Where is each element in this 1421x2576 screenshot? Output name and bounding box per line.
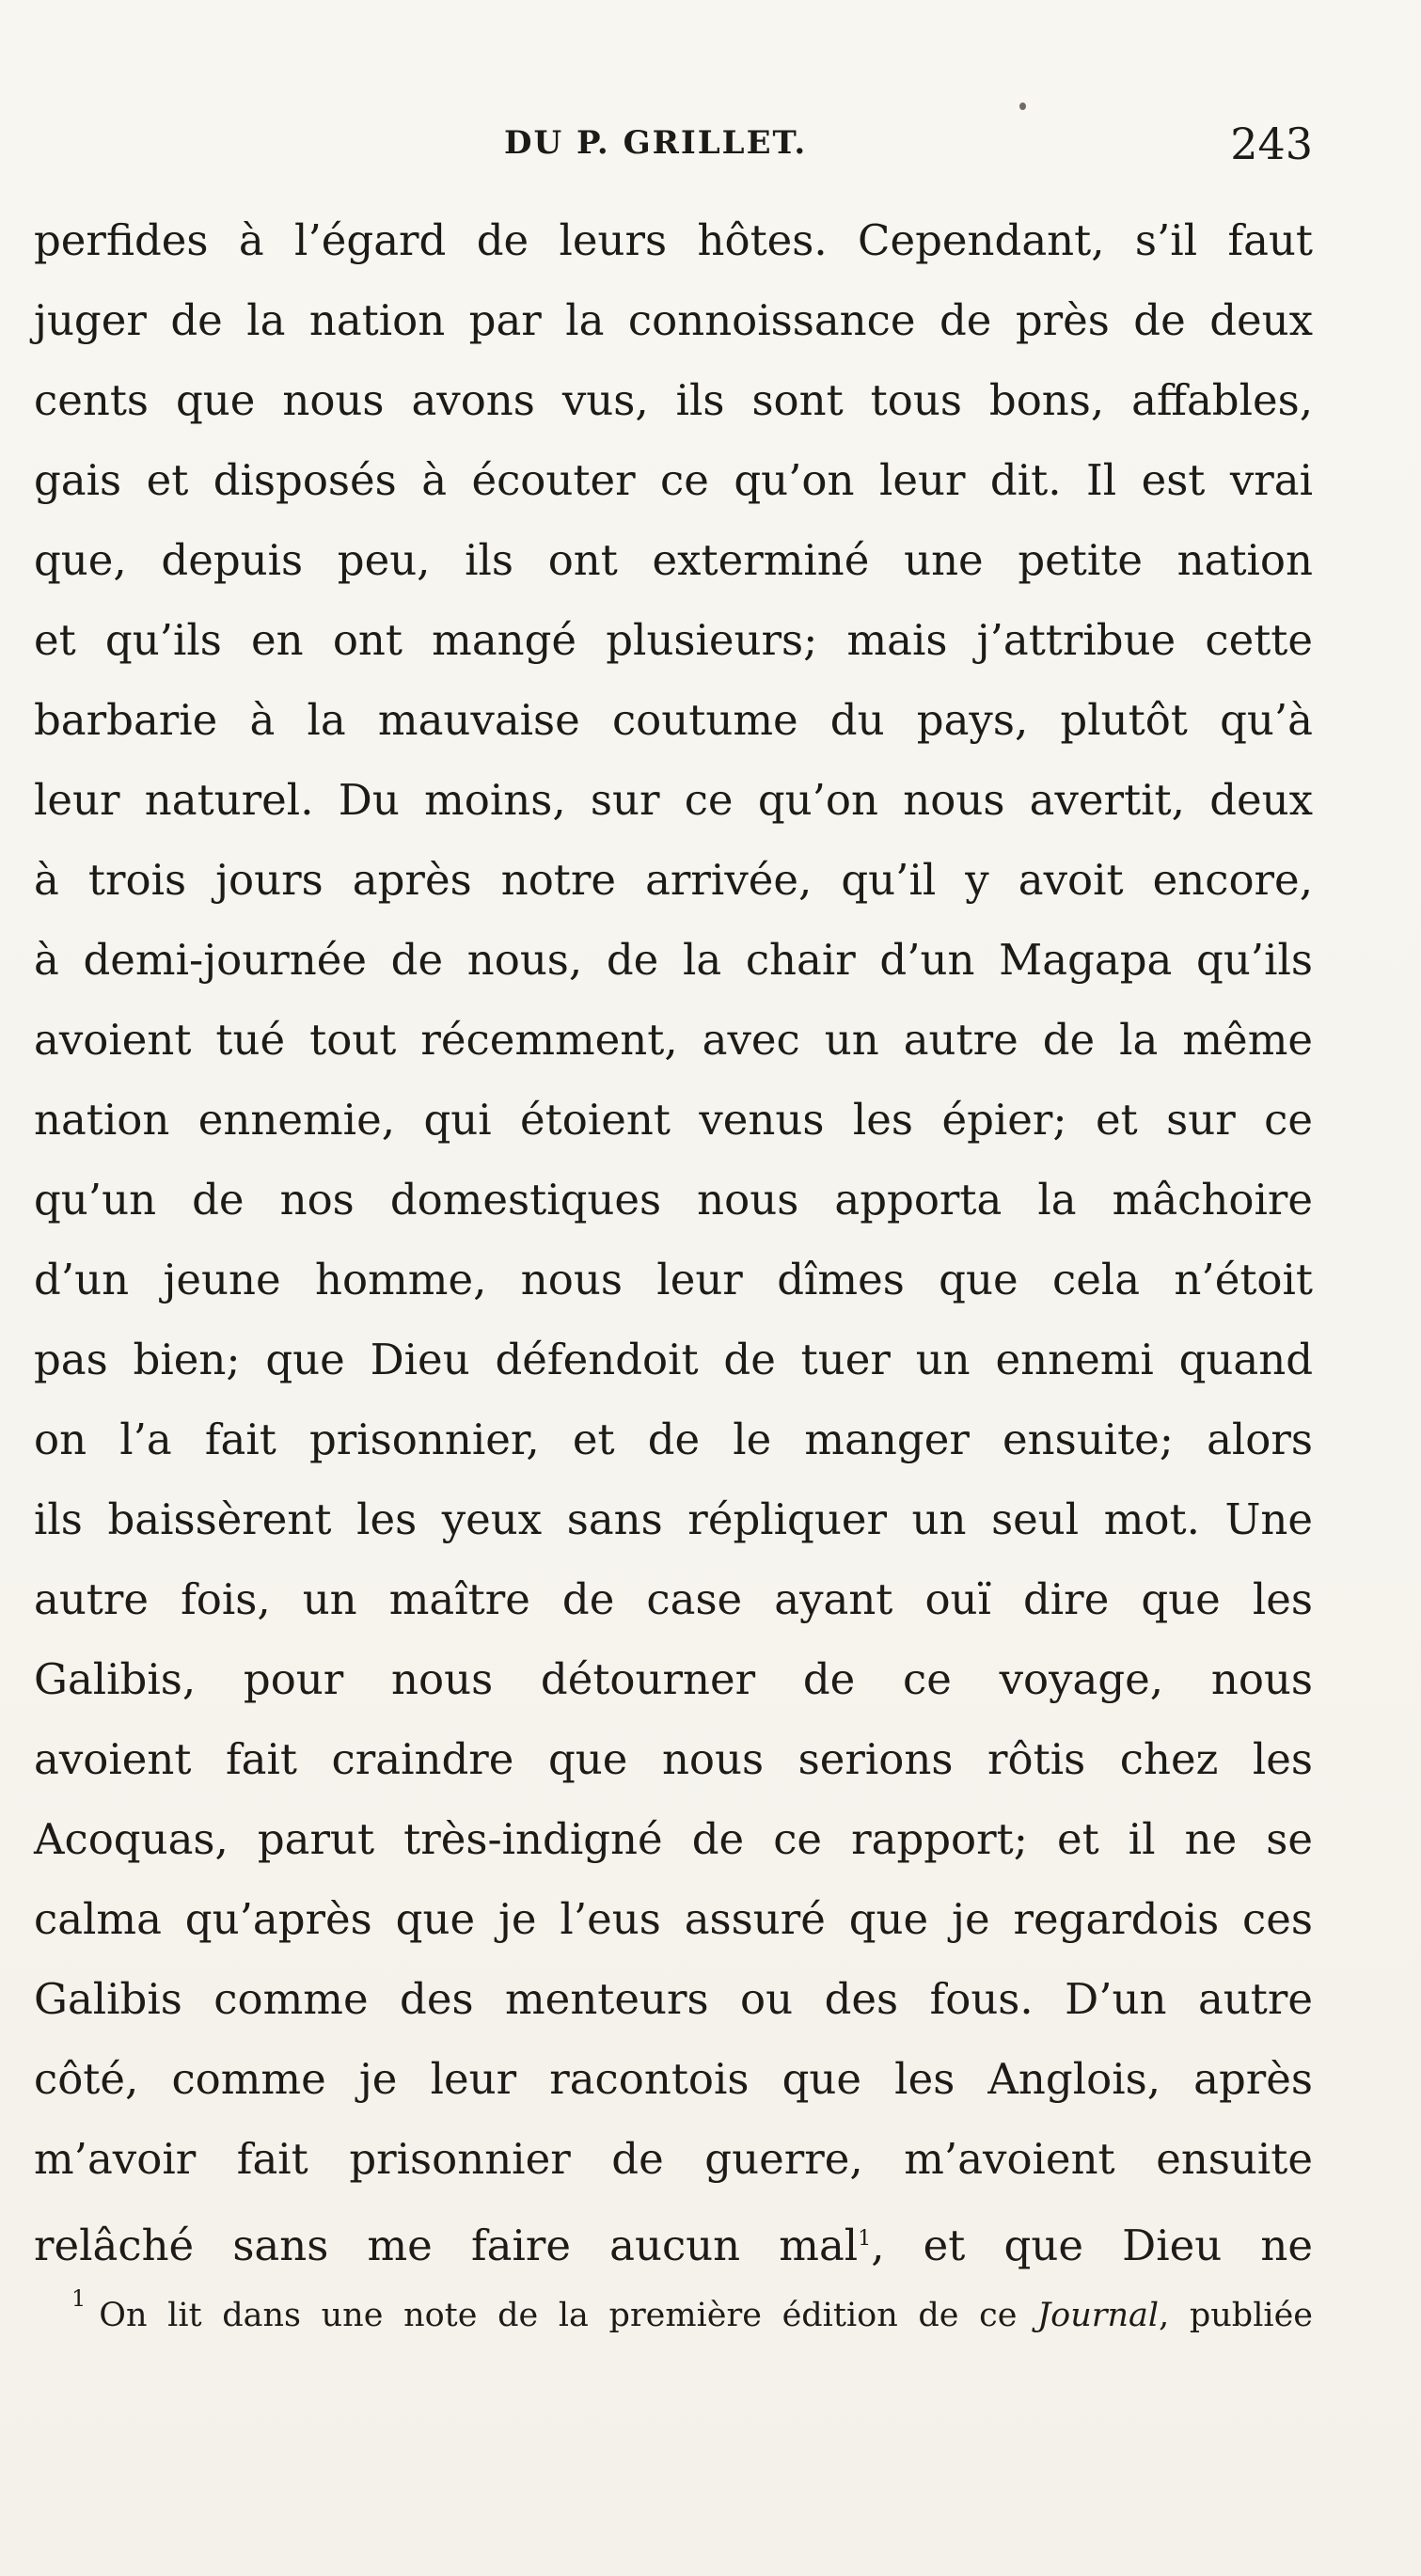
text-line: autre fois, un maître de case ayant ouï dire que les (34, 1574, 1313, 1624)
text-line: on l’a fait prisonnier, et de le manger ensuite; alors (34, 1414, 1313, 1464)
text-line: avoient fait craindre que nous serions rôtis chez les (34, 1734, 1313, 1784)
footnote-text-end: , publiée (1159, 2297, 1314, 2334)
running-title: DU P. GRILLET. (504, 124, 808, 162)
text-line: et qu’ils en ont mangé plusieurs; mais j’attribue cette (34, 615, 1313, 665)
page-header (34, 115, 1313, 181)
ink-spot (1019, 103, 1026, 110)
body-text (34, 200, 1313, 2279)
text-line: que, depuis peu, ils ont exterminé une petite nation (34, 535, 1313, 585)
text-line: nation ennemie, qui étoient venus les épier; et sur ce (34, 1095, 1313, 1145)
text-line: barbarie à la mauvaise coutume du pays, plutôt qu’à (34, 695, 1313, 745)
text-line: ils baissèrent les yeux sans répliquer un seul mot. Une (34, 1494, 1313, 1544)
footnote-text-start: On lit dans une note de la première édition de ce (99, 2297, 1038, 2334)
footnote-reference: 1 (858, 2227, 872, 2251)
text-line: d’un jeune homme, nous leur dîmes que cela n’étoit (34, 1255, 1313, 1304)
text-line: avoient tué tout récemment, avec un autre de la même (34, 1015, 1313, 1065)
text-line-last-start: relâché sans me faire aucun mal (34, 2220, 859, 2270)
text-line: cents que nous avons vus, ils sont tous bons, affables, (34, 375, 1313, 425)
text-line: m’avoir fait prisonnier de guerre, m’avoient ensuite (34, 2134, 1313, 2184)
text-line: qu’un de nos domestiques nous apporta la mâchoire (34, 1175, 1313, 1225)
text-line: à demi-journée de nous, de la chair d’un Magapa qu’ils (34, 935, 1313, 985)
text-line: Acoquas, parut très-indigné de ce rapport; et il ne se (34, 1814, 1313, 1864)
text-line: perfides à l’égard de leurs hôtes. Cependant, s’il faut (34, 215, 1313, 265)
text-line: Galibis, pour nous détourner de ce voyage, nous (34, 1654, 1313, 1704)
text-line: leur naturel. Du moins, sur ce qu’on nous avertit, deux (34, 775, 1313, 825)
text-line-last-end: , et que Dieu ne (871, 2220, 1313, 2270)
footnote (34, 2287, 1313, 2344)
text-line: juger de la nation par la connoissance de près de deux (34, 295, 1313, 345)
text-line: pas bien; que Dieu défendoit de tuer un ennemi quand (34, 1335, 1313, 1384)
footnote-italic-title: Journal (1037, 2297, 1160, 2334)
text-line-last (34, 2199, 1313, 2279)
footnote-marker: 1 (71, 2285, 87, 2312)
text-line: gais et disposés à écouter ce qu’on leur dit. Il est vrai (34, 455, 1313, 505)
text-line: Galibis comme des menteurs ou des fous. D’un autre (34, 1974, 1313, 2024)
page-number: 243 (1230, 119, 1313, 169)
text-line: à trois jours après notre arrivée, qu’il y avoit encore, (34, 855, 1313, 905)
text-line: côté, comme je leur racontois que les Anglois, après (34, 2054, 1313, 2104)
text-line: calma qu’après que je l’eus assuré que je regardois ces (34, 1894, 1313, 1944)
